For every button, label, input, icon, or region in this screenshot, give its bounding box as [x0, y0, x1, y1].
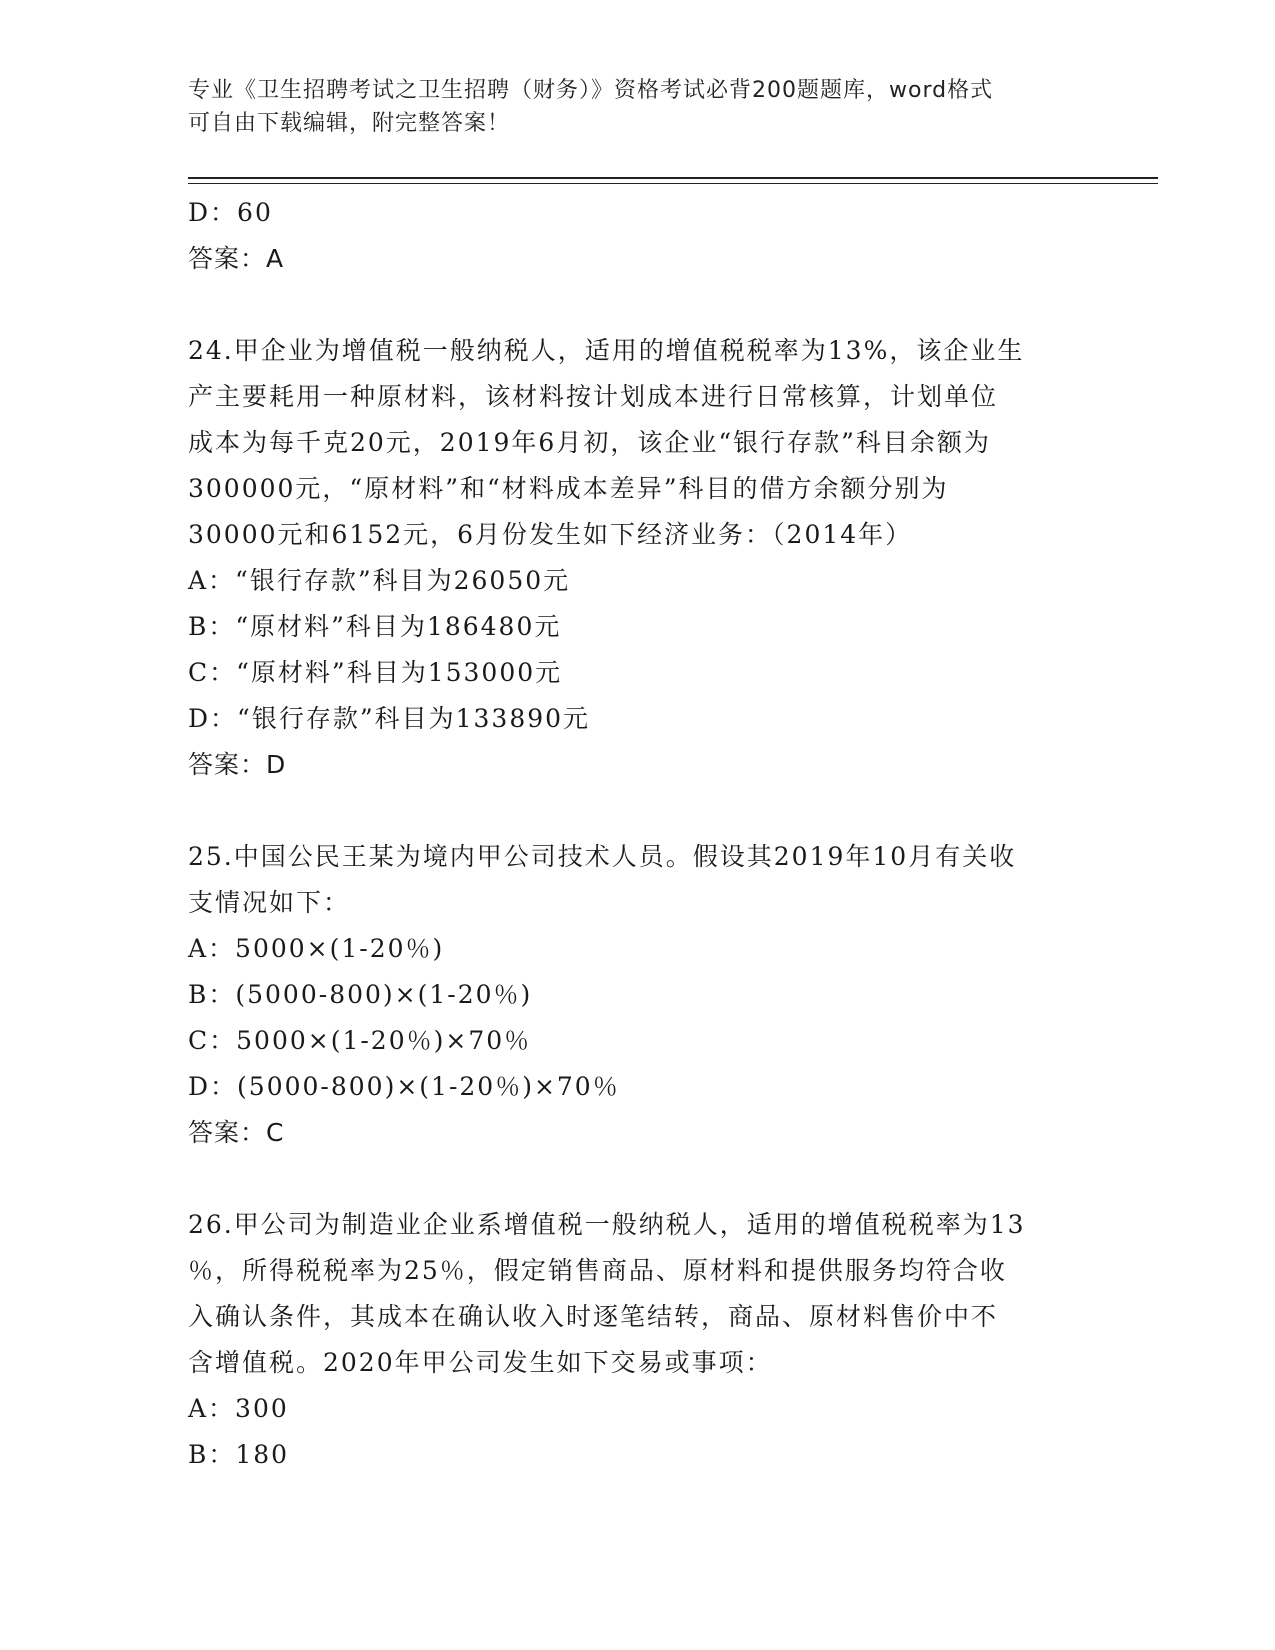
q25-option-a: A：5000×(1-20％) — [188, 934, 445, 963]
q25-answer: 答案：C — [188, 1118, 285, 1147]
q23-answer: 答案：A — [188, 244, 285, 273]
q24-stem-line: 产主要耗用一种原材料，该材料按计划成本进行日常核算，计划单位 — [188, 382, 999, 411]
header-rule-thin — [188, 183, 1158, 184]
header-line-1: 专业《卫生招聘考试之卫生招聘（财务）》资格考试必背200题题库，word格式 — [188, 78, 994, 103]
question-26 — [188, 1202, 1088, 1478]
q26-option-a: A：300 — [188, 1394, 289, 1423]
document-body — [188, 190, 1088, 1478]
q26-stem-line: ％，所得税税率为25％，假定销售商品、原材料和提供服务均符合收 — [188, 1256, 1007, 1285]
q24-stem-line: 30000元和6152元，6月份发生如下经济业务：（2014年） — [188, 520, 913, 549]
document-header — [188, 74, 1088, 140]
q26-option-b: B：180 — [188, 1440, 290, 1469]
q25-option-d: D：(5000-800)×(1-20％)×70％ — [188, 1072, 620, 1101]
spacer — [188, 788, 1088, 834]
header-rule-thick — [188, 177, 1158, 179]
q24-option-d: D：“银行存款”科目为133890元 — [188, 704, 591, 733]
question-24 — [188, 328, 1088, 788]
spacer — [188, 282, 1088, 328]
header-line-2: 可自由下载编辑，附完整答案！ — [188, 111, 511, 136]
q25-stem-line: 25.中国公民王某为境内甲公司技术人员。假设其2019年10月有关收 — [188, 842, 1017, 871]
q24-answer: 答案：D — [188, 750, 287, 779]
q23-option-d: D：60 — [188, 198, 273, 227]
q24-option-c: C：“原材料”科目为153000元 — [188, 658, 563, 687]
question-25 — [188, 834, 1088, 1156]
q24-stem-line: 成本为每千克20元，2019年6月初，该企业“银行存款”科目余额为 — [188, 428, 991, 457]
q26-stem-line: 入确认条件，其成本在确认收入时逐笔结转，商品、原材料售价中不 — [188, 1302, 999, 1331]
q26-stem-line: 含增值税。2020年甲公司发生如下交易或事项： — [188, 1348, 773, 1377]
spacer — [188, 1156, 1088, 1202]
q25-option-b: B：(5000-800)×(1-20％) — [188, 980, 533, 1009]
q26-stem-line: 26.甲公司为制造业企业系增值税一般纳税人，适用的增值税税率为13 — [188, 1210, 1026, 1239]
q25-option-c: C：5000×(1-20％)×70％ — [188, 1026, 532, 1055]
q24-stem-line: 24.甲企业为增值税一般纳税人，适用的增值税税率为13%，该企业生 — [188, 336, 1025, 365]
q24-option-a: A：“银行存款”科目为26050元 — [188, 566, 571, 595]
q24-stem-line: 300000元，“原材料”和“材料成本差异”科目的借方余额分别为 — [188, 474, 949, 503]
q25-stem-line: 支情况如下： — [188, 888, 351, 917]
q24-option-b: B：“原材料”科目为186480元 — [188, 612, 562, 641]
